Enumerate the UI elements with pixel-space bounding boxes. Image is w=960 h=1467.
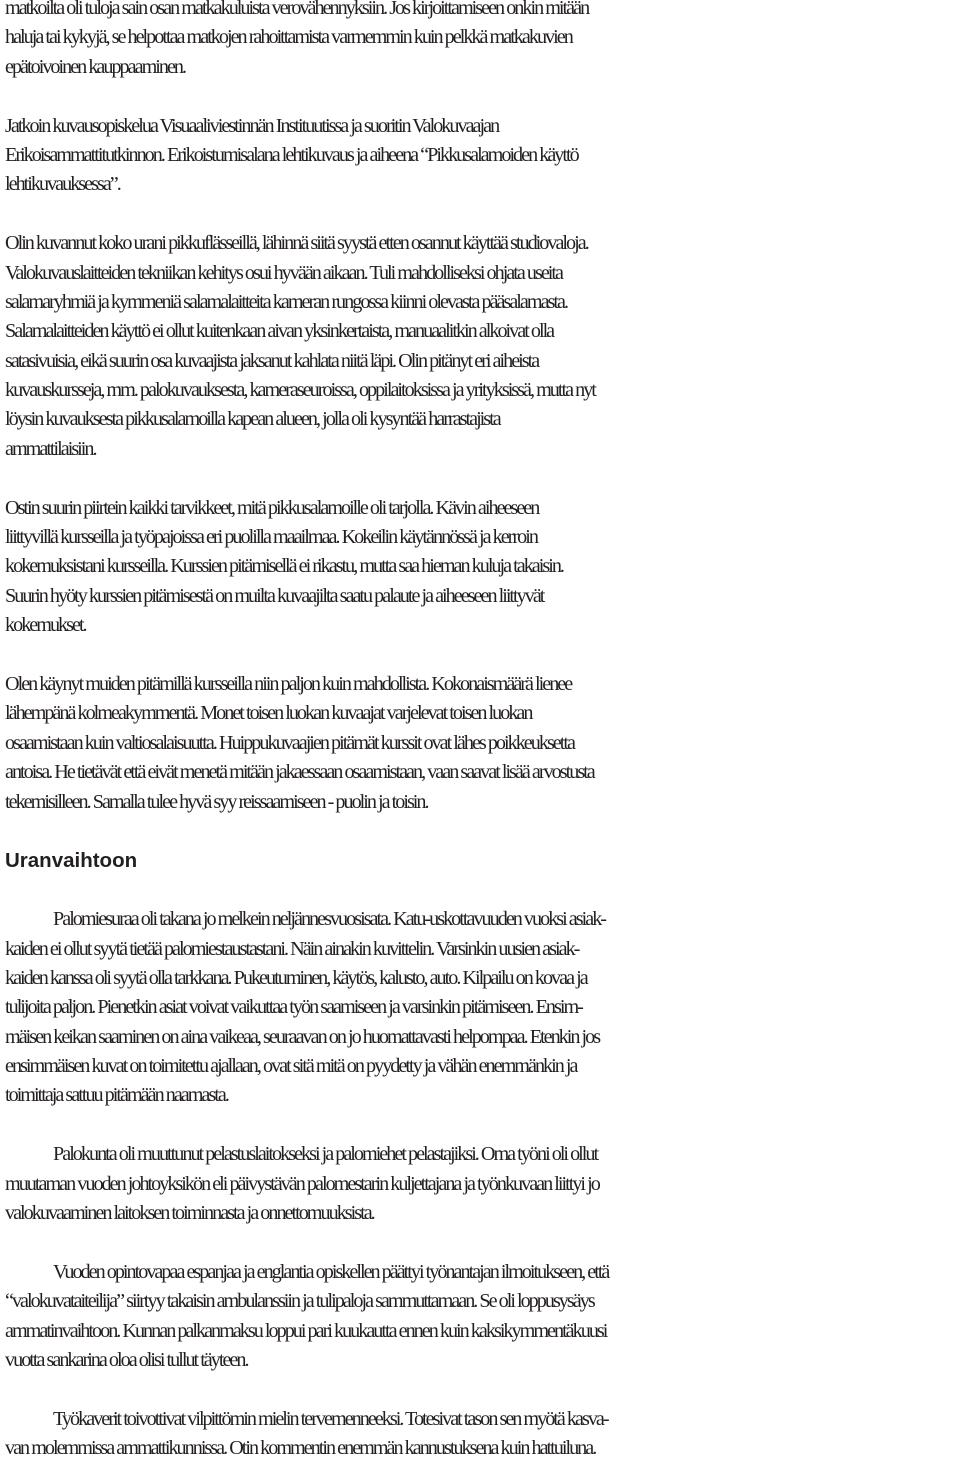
section-heading: Uranvaihtoon (5, 849, 138, 873)
text-line: kokemukset. (5, 614, 86, 637)
text-line: Työkaverit toivottivat vilpittömin mielin tervemenneeksi. Totesivat tason sen myötä kasva- (53, 1407, 608, 1430)
paragraph (5, 1405, 960, 1464)
text-line: osaamistaan kuin valtiosalaisuutta. Huippukuvaajien pitämät kurssit ovat lähes poikkeuksetta (5, 731, 574, 754)
text-line: kokemuksistani kursseilla. Kurssien pitämisellä ei rikastu, mutta saa hieman kuluja takaisin. (5, 555, 563, 578)
text-line: Suurin hyöty kurssien pitämisestä on muilta kuvaajilta saatu palaute ja aiheeseen liittyvät (5, 584, 544, 607)
text-line: Ostin suurin piirtein kaikki tarvikkeet, mitä pikkusalamoille oli tarjolla. Kävin aiheeseen (5, 496, 539, 519)
text-line: kaiden ei ollut syytä tietää palomiestaustastani. Näin ainakin kuvittelin. Varsinkin uusien asiak- (5, 937, 579, 960)
text-line: van molemmissa ammattikunnissa. Otin kommentin enemmän kannustuksena kuin hattuiluna. (5, 1437, 596, 1460)
text-line: kuvauskursseja, mm. palokuvauksesta, kameraseuroissa, oppilaitoksissa ja yrityksissä, mutta nyt (5, 379, 595, 402)
text-line: epätoivoinen kauppaaminen. (5, 55, 186, 78)
text-line: Palokunta oli muuttunut pelastuslaitokseksi ja palomiehet pelastajiksi. Oma työni oli ollut (53, 1143, 598, 1166)
text-line: Erikoisammattitutkinnon. Erikoistumisalana lehtikuvaus ja aiheena “Pikkusalamoiden käyttö (5, 143, 578, 166)
text-line: kaiden kanssa oli syytä olla tarkkana. Pukeutuminen, käytös, kalusto, auto. Kilpailu on kovaa ja (5, 966, 587, 989)
paragraph (5, 905, 960, 1111)
paragraph (5, 229, 960, 464)
text-line: Palomiesuraa oli takana jo melkein neljännesvuosisata. Katu-uskottavuuden vuoksi asiak- (53, 908, 606, 931)
paragraph (5, 112, 960, 200)
text-line: Olen käynyt muiden pitämillä kursseilla niin paljon kuin mahdollista. Kokonaismäärä lienee (5, 672, 572, 695)
text-line: tulijoita paljon. Pienetkin asiat voivat vaikuttaa työn saamiseen ja varsinkin pitämiseen. Ensim- (5, 996, 582, 1019)
paragraph (5, 494, 960, 641)
text-line: ammatinvaihtoon. Kunnan palkanmaksu loppui pari kuukautta ennen kuin kaksikymmentäkuusi (5, 1319, 607, 1342)
text-line: tekemisilleen. Samalla tulee hyvä syy reissaamiseen - puolin ja toisin. (5, 790, 428, 813)
text-line: vuotta sankarina oloa olisi tullut täyteen. (5, 1348, 248, 1371)
paragraph (5, 1140, 960, 1228)
text-line: Olin kuvannut koko urani pikkuflässeillä, lähinnä siitä syystä etten osannut käyttää studiovaloja. (5, 232, 588, 255)
text-line: Jatkoin kuvausopiskelua Visuaaliviestinnän Instituutissa ja suoritin Valokuvaajan (5, 114, 499, 137)
paragraph (5, 1258, 960, 1376)
paragraph (5, 670, 960, 817)
text-line: löysin kuvauksesta pikkusalamoilla kapean alueen, jolla oli kysyntää harrastajista (5, 408, 500, 431)
text-line: muutaman vuoden johtoyksikön eli päivystävän palomestarin kuljettajana ja työnkuvaan liittyi jo (5, 1172, 599, 1195)
text-line: mäisen keikan saaminen on aina vaikeaa, seuraavan on jo huomattavasti helpompaa. Etenkin jos (5, 1025, 600, 1048)
text-line: antoisa. He tietävät että eivät menetä mitään jakaessaan osaamistaan, vaan saavat lisää arvostusta (5, 761, 594, 784)
text-line: valokuvaaminen laitoksen toiminnasta ja onnettomuuksista. (5, 1202, 374, 1225)
paragraph (5, 0, 960, 82)
document-page (5, 0, 960, 1464)
text-line: lehtikuvauksessa”. (5, 173, 120, 196)
text-line: haluja tai kykyjä, se helpottaa matkojen rahoittamista varmemmin kuin pelkkä matkakuvien (5, 26, 572, 49)
text-line: satasivuisia, eikä suurin osa kuvaajista jaksanut kahlata niitä läpi. Olin pitänyt eri aiheista (5, 349, 539, 372)
text-line: toimittaja sattuu pitämään naamasta. (5, 1084, 228, 1107)
text-line: salamaryhmiä ja kymmeniä salamalaitteita kameran rungossa kiinni olevasta pääsalamasta. (5, 290, 568, 313)
text-line: liittyvillä kursseilla ja työpajoissa eri puolilla maailmaa. Kokeilin käytännössä ja kerroin (5, 526, 537, 549)
text-line: Salamalaitteiden käyttö ei ollut kuitenkaan aivan yksinkertaista, manuaalitkin alkoivat olla (5, 320, 554, 343)
text-line: Vuoden opintovapaa espanjaa ja englantia opiskellen päättyi työnantajan ilmoitukseen, että (53, 1260, 609, 1283)
text-line: ensimmäisen kuvat on toimitettu ajallaan, ovat sitä mitä on pyydetty ja vähän enemmänkin ja (5, 1055, 577, 1078)
text-line: “valokuvataiteilija” siirtyy takaisin ambulanssiin ja tulipaloja sammuttamaan. Se oli loppusysäys (5, 1290, 594, 1313)
text-line: Valokuvauslaitteiden tekniikan kehitys osui hyvään aikaan. Tuli mahdolliseksi ohjata useita (5, 261, 562, 284)
text-line: matkoilta oli tuloja sain osan matkakuluista verovähennyksiin. Jos kirjoittamiseen onkin mitään (5, 0, 589, 19)
text-line: ammattilaisiin. (5, 437, 96, 460)
text-line: lähempänä kolmeakymmentä. Monet toisen luokan kuvaajat varjelevat toisen luokan (5, 702, 532, 725)
